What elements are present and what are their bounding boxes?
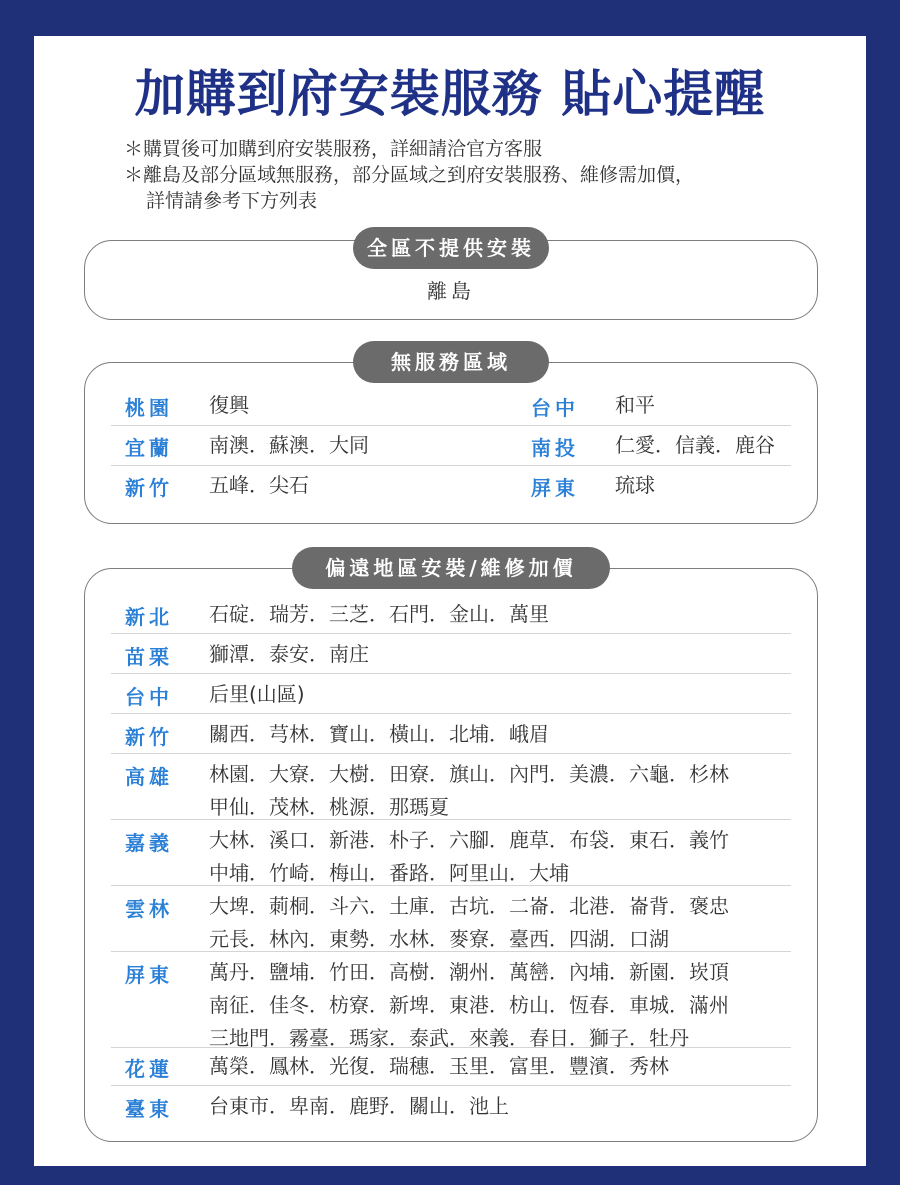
no-service-row (111, 465, 791, 505)
towns-list: 后里(山區) (209, 682, 305, 706)
towns-list: 復興 (209, 393, 249, 417)
towns-list: 獅潭．泰安．南庄 (209, 642, 369, 666)
county-label: 宜蘭 (125, 436, 173, 460)
no-service-row (111, 385, 791, 426)
county-label: 台中 (125, 685, 173, 709)
towns-list: 關西．芎林．寶山．橫山．北埔．峨眉 (209, 722, 549, 746)
notice-card (34, 36, 866, 1166)
remote-row (111, 633, 791, 674)
county-label: 屏東 (531, 476, 579, 500)
remote-row (111, 951, 791, 1048)
no-service-label: 無服務區域 (353, 341, 549, 383)
county-label: 嘉義 (125, 831, 173, 855)
towns-list: 仁愛．信義．鹿谷 (615, 433, 775, 457)
notes (124, 136, 694, 214)
county-label: 苗栗 (125, 645, 173, 669)
towns-list: 萬丹．鹽埔．竹田．高樹．潮州．萬巒．內埔．新園．崁頂 南征．佳冬．枋寮．新埤．東港．枋山．恆春．車城．滿州 三地門．霧臺．瑪家．泰武．來義．春日．獅子．牡丹 (209, 960, 729, 1050)
towns-list: 南澳．蘇澳．大同 (209, 433, 369, 457)
county-label: 花蓮 (125, 1057, 173, 1081)
page-title: 加購到府安裝服務 貼心提醒 (134, 65, 766, 123)
no-install-section (84, 236, 818, 320)
no-service-section (84, 350, 818, 524)
remote-row (111, 1047, 791, 1086)
note-1: ＊購買後可加購到府安裝服務，詳細請洽官方客服 (124, 138, 543, 160)
county-label: 桃園 (125, 396, 173, 420)
towns-list: 琉球 (615, 473, 655, 497)
remote-row (111, 885, 791, 952)
remote-surcharge-section (84, 556, 818, 1142)
towns-list: 和平 (615, 393, 655, 417)
county-label: 新竹 (125, 476, 173, 500)
towns-list: 林園．大寮．大樹．田寮．旗山．內門．美濃．六龜．杉林 甲仙．茂林．桃源．那瑪夏 (209, 762, 729, 819)
remote-row (111, 753, 791, 820)
no-install-content: 離島 (427, 279, 475, 303)
county-label: 台中 (531, 396, 579, 420)
no-service-row (111, 425, 791, 466)
county-label: 雲林 (125, 897, 173, 921)
county-label: 新竹 (125, 725, 173, 749)
remote-row (111, 595, 791, 634)
remote-row (111, 1085, 791, 1125)
towns-list: 石碇．瑞芳．三芝．石門．金山．萬里 (209, 602, 549, 626)
county-label: 屏東 (125, 963, 173, 987)
county-label: 臺東 (125, 1097, 173, 1121)
remote-surcharge-label: 偏遠地區安裝/維修加價 (292, 547, 610, 589)
remote-row (111, 819, 791, 886)
remote-row (111, 673, 791, 714)
no-install-label: 全區不提供安裝 (353, 227, 549, 269)
note-2: ＊離島及部分區域無服務，部分區域之到府安裝服務、維修需加價， (124, 164, 695, 186)
county-label: 高雄 (125, 765, 173, 789)
towns-list: 台東市．卑南．鹿野．關山．池上 (209, 1094, 509, 1118)
towns-list: 萬榮．鳳林．光復．瑞穗．玉里．富里．豐濱．秀林 (209, 1054, 669, 1078)
remote-row (111, 713, 791, 754)
towns-list: 大埤．莿桐．斗六．土庫．古坑．二崙．北港．崙背．褒忠 元長．林內．東勢．水林．麥寮．臺西．四湖．口湖 (209, 894, 729, 951)
towns-list: 大林．溪口．新港．朴子．六腳．鹿草．布袋．東石．義竹 中埔．竹崎．梅山．番路．阿里山．大埔 (209, 828, 729, 885)
county-label: 新北 (125, 605, 173, 629)
note-3: 詳情請參考下方列表 (146, 190, 318, 212)
county-label: 南投 (531, 436, 579, 460)
towns-list: 五峰．尖石 (209, 473, 309, 497)
